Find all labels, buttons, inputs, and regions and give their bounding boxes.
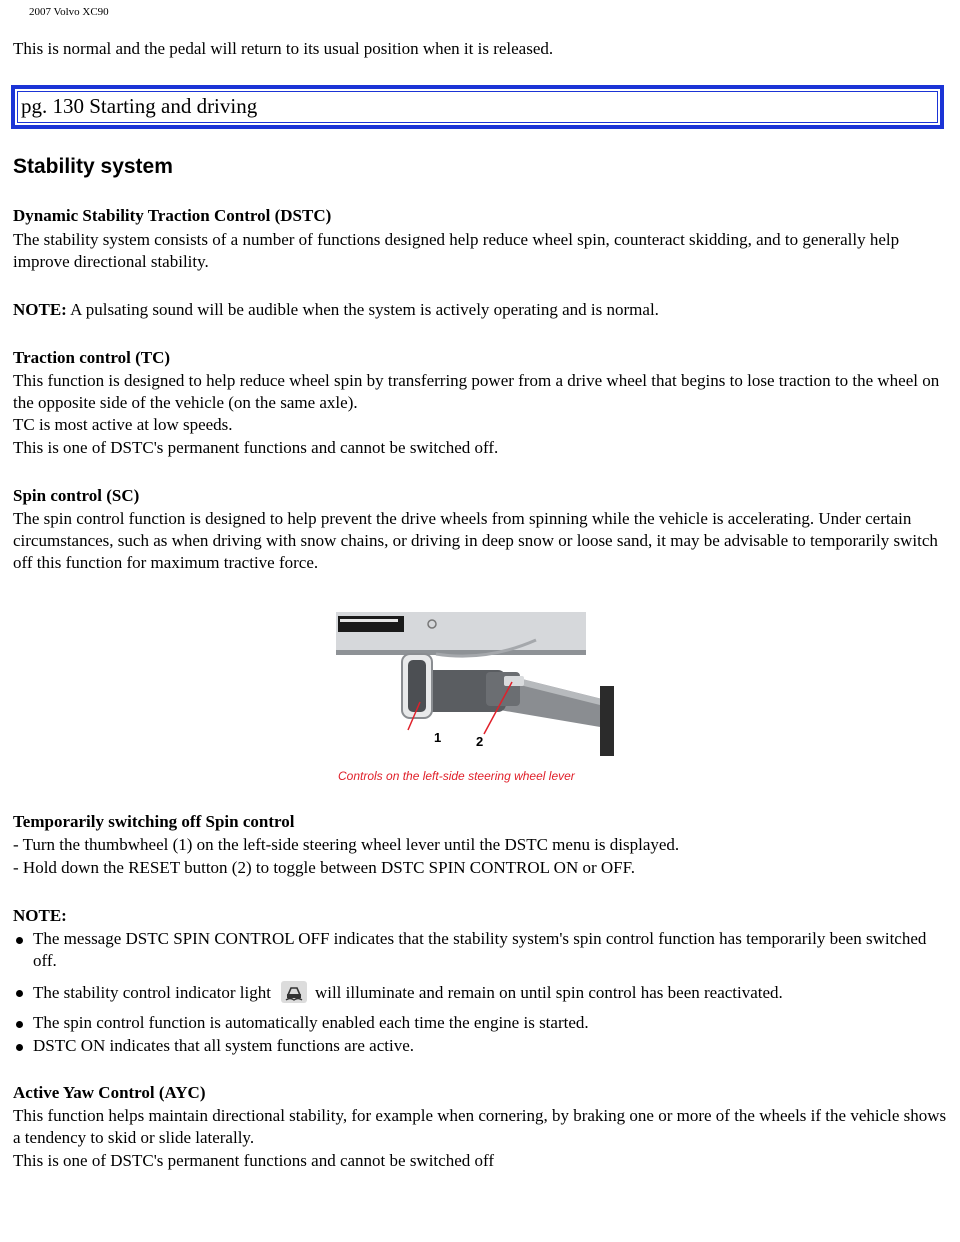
- dstc-heading: Dynamic Stability Traction Control (DSTC): [13, 206, 332, 225]
- tc-heading: Traction control (TC): [13, 348, 171, 367]
- tc-description: This function is designed to help reduce wheel spin by transferring power from a drive wheel that begins to lose traction to the wheel on the opposite side of the vehicle (on the same axle).: [13, 371, 940, 412]
- page-section-box: [11, 85, 944, 129]
- sc-heading: Spin control (SC): [13, 486, 140, 505]
- list-item-text: The message DSTC SPIN CONTROL OFF indicates that the stability system's spin control function has temporarily been switched off.: [33, 929, 927, 970]
- note-label: NOTE:: [13, 300, 67, 319]
- ayc-heading: Active Yaw Control (AYC): [13, 1083, 206, 1102]
- note-text: A pulsating sound will be audible when the system is actively operating and is normal.: [66, 300, 659, 319]
- dstc-description: The stability system consists of a number of functions designed help reduce wheel spin, counteract skidding, and to generally help improve directional stability.: [13, 230, 900, 271]
- document-header: 2007 Volvo XC90: [29, 6, 109, 18]
- note2-label: NOTE:: [13, 906, 67, 925]
- section-title: Stability system: [13, 155, 173, 178]
- list-item-text: DSTC ON indicates that all system functions are active.: [33, 1036, 414, 1055]
- list-item: [13, 981, 948, 1004]
- switch-off-step-1: - Turn the thumbwheel (1) on the left-side steering wheel lever until the DSTC menu is displayed.: [13, 835, 680, 854]
- tc-low-speed: TC is most active at low speeds.: [13, 415, 233, 434]
- bullet-dot: [16, 1044, 23, 1051]
- callout-2: 2: [476, 734, 484, 749]
- list-item-text: The stability control indicator light: [33, 983, 271, 1002]
- bullet-dot: [16, 1021, 23, 1028]
- stability-control-indicator-icon: [281, 981, 307, 1003]
- note-pulsating: [13, 299, 659, 321]
- sc-description: The spin control function is designed to help prevent the drive wheels from spinning while the vehicle is accelerating. Under certain circumstances, such as when driving with snow chains, or driving in deep snow or loose sand, it may be advisable to temporarily switch off this function for maximum tractive force.: [13, 509, 938, 572]
- intro-text: This is normal and the pedal will return to its usual position when it is released.: [13, 39, 554, 58]
- page-section-label: pg. 130 Starting and driving: [21, 94, 258, 118]
- steering-lever-figure: [336, 610, 626, 788]
- ayc-permanent: This is one of DSTC's permanent functions and cannot be switched off: [13, 1151, 495, 1170]
- steering-lever-illustration: [336, 610, 626, 788]
- callout-1: 1: [434, 730, 442, 745]
- switch-off-step-2: - Hold down the RESET button (2) to toggle between DSTC SPIN CONTROL ON or OFF.: [13, 858, 635, 877]
- list-item-text: will illuminate and remain on until spin control has been reactivated.: [314, 983, 783, 1002]
- figure-caption: Controls on the left-side steering wheel lever: [338, 769, 575, 783]
- ayc-description: This function helps maintain directional stability, for example when cornering, by braking one or more of the wheels if the vehicle shows a tendency to skid or slide laterally.: [13, 1106, 947, 1147]
- bullet-dot: [16, 937, 23, 944]
- list-item: [13, 1012, 948, 1034]
- tc-permanent: This is one of DSTC's permanent functions and cannot be switched off.: [13, 438, 499, 457]
- list-item: [13, 1035, 948, 1057]
- bullet-dot: [16, 990, 23, 997]
- list-item-text: The spin control function is automatically enabled each time the engine is started.: [33, 1013, 589, 1032]
- list-item: [13, 928, 948, 972]
- switch-off-heading: Temporarily switching off Spin control: [13, 812, 295, 831]
